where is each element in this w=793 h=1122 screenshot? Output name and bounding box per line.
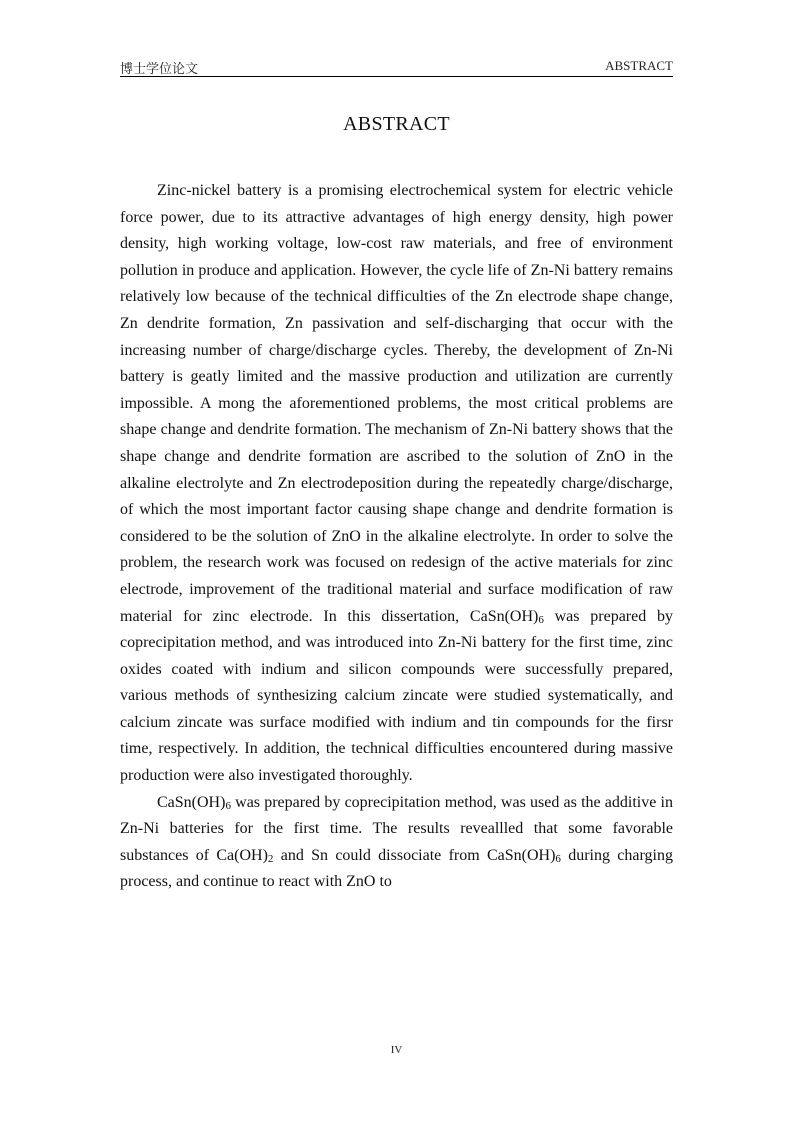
subscript: 2 <box>267 852 274 865</box>
page-number: IV <box>390 1044 403 1056</box>
abstract-body <box>120 178 673 896</box>
paragraph-2-text: and Sn could dissociate from CaSn(OH) <box>273 846 556 864</box>
paragraph-1-text-end: was prepared by coprecipitation method, and was introduced into Zn-Ni battery for the first time, zinc oxides coated with indium and silicon compounds were successfully prepared, various methods of synthesizing calcium zincate were studied systematically, and calcium zincate was surface modified with indium and tin compounds for the firsr time, respectively. In addition, the technical difficulties encountered during massive production were also investigated thoroughly. <box>120 607 673 785</box>
subscript: 6 <box>225 799 231 812</box>
paragraph-2-text: was prepared by coprecipitation method, was used as the additive in Zn-Ni batteries for the first time. The results reveallled that some favorable substances of Ca(OH) <box>120 793 673 864</box>
paragraph-2-text: CaSn(OH) <box>157 793 226 811</box>
subscript: 6 <box>555 852 561 865</box>
paragraph-2-text: during charging process, and continue to react with ZnO to <box>120 846 673 891</box>
header-section-label: ABSTRACT <box>605 58 673 73</box>
page-title: ABSTRACT <box>343 113 450 135</box>
running-header <box>120 58 673 77</box>
subscript: 6 <box>538 613 544 626</box>
header-thesis-label: 博士学位论文 <box>120 61 199 76</box>
abstract-paragraph-2 <box>120 790 673 896</box>
abstract-paragraph-1 <box>120 178 673 790</box>
paragraph-1-text: Zinc-nickel battery is a promising electrochemical system for electric vehicle force power, due to its attractive advantages of high energy density, high power density, high working voltage, low-cost raw materials, and free of environment pollution in produce and application. However, the cycle life of Zn-Ni battery remains relatively low because of the technical difficulties of the Zn electrode shape change, Zn dendrite formation, Zn passivation and self-discharging that occur with the increasing number of charge/discharge cycles. Thereby, the development of Zn-Ni battery is geatly limited and the massive production and utilization are currently impossible. A mong the aforementioned problems, the most critical problems are shape change and dendrite formation. The mechanism of Zn-Ni battery shows that the shape change and dendrite formation are ascribed to the solution of ZnO in the alkaline electrolyte and Zn electrodeposition during the repeatedly charge/discharge, of which the most important factor causing shape change and dendrite formation is considered to be the solution of ZnO in the alkaline electrolyte. In order to solve the problem, the research work was focused on redesign of the active materials for zinc electrode, improvement of the traditional material and surface modification of raw material for zinc electrode. In this dissertation, CaSn(OH) <box>120 182 673 625</box>
